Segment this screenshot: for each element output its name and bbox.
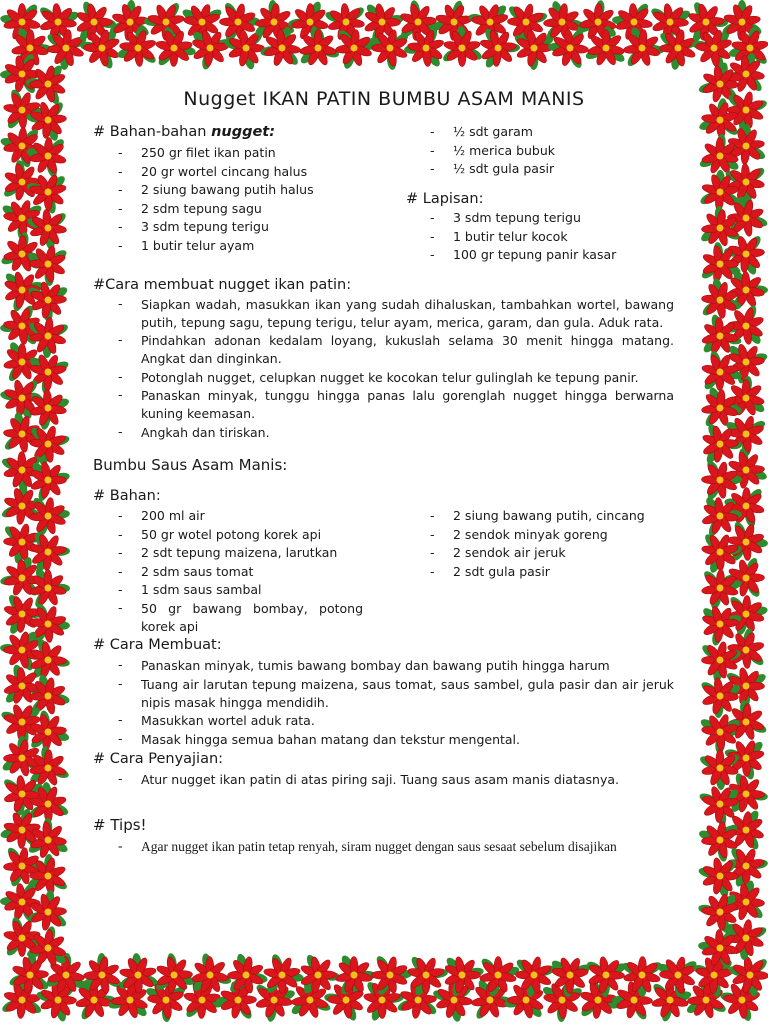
- penyajian-step: Atur nugget ikan patin di atas piring saji. Tuang saus asam manis diatasnya.: [141, 772, 619, 787]
- saus-bahan-item: 2 sdt gula pasir: [453, 563, 550, 579]
- cara-nugget-step-bullet: -: [118, 387, 123, 402]
- bahan-item: ½ sdt gula pasir: [453, 161, 555, 176]
- bahan-item: 3 sdm tepung terigu: [141, 219, 269, 234]
- lapisan-item-bullet: -: [430, 228, 435, 244]
- saus-bahan-item: 2 sdm saus tomat: [141, 563, 254, 579]
- tips-item-bullet: -: [118, 838, 123, 853]
- saus-bahan-item: 2 sendok minyak goreng: [453, 526, 608, 542]
- tips-item: Agar nugget ikan patin tetap renyah, siram nugget dengan saus sesaat sebelum disajikan: [141, 839, 617, 854]
- saus-bahan-item: 2 sdt tepung maizena, larutkan: [141, 545, 338, 560]
- saus-heading: Bumbu Saus Asam Manis:: [93, 456, 288, 474]
- saus-cara-step: Panaskan minyak, tumis bawang bombay dan bawang putih hingga harum: [141, 658, 610, 673]
- saus-bahan-item: 50 gr wotel potong korek api: [141, 526, 322, 542]
- bahan-item: 1 butir telur ayam: [141, 237, 255, 253]
- lapisan-item-bullet: -: [430, 210, 435, 225]
- tips-heading: # Tips!: [93, 816, 147, 834]
- cara-nugget-step: Panaskan minyak, tunggu hingga panas lalu gorenglah nugget hingga berwarna kuning keemasan.: [141, 388, 674, 421]
- bahan-item-bullet: -: [118, 163, 123, 179]
- penyajian-heading: # Cara Penyajian:: [93, 751, 224, 767]
- saus-bahan-item-bullet: -: [118, 508, 123, 523]
- cara-nugget-step: Angkah dan tiriskan.: [141, 425, 270, 440]
- saus-bahan-item-bullet: -: [118, 600, 123, 615]
- lapisan-item: 3 sdm tepung terigu: [453, 210, 581, 225]
- bahan-heading: # Bahan-bahan nugget:: [93, 124, 276, 140]
- bahan-item-bullet: -: [430, 161, 435, 176]
- saus-cara-step-bullet: -: [118, 731, 123, 746]
- lapisan-item: 1 butir telur kocok: [453, 228, 568, 244]
- lapisan-item-bullet: -: [430, 247, 435, 262]
- page-title: Nugget IKAN PATIN BUMBU ASAM MANIS: [183, 88, 585, 110]
- bahan-item: ½ merica bubuk: [453, 142, 556, 158]
- bahan-item: 20 gr wortel cincang halus: [141, 163, 308, 179]
- bahan-item-bullet: -: [118, 145, 123, 160]
- saus-cara-step: Masak hingga semua bahan matang dan tekstur mengental.: [141, 732, 520, 747]
- saus-bahan-item: 50 gr bawang bombay, potong korek api: [141, 601, 363, 634]
- saus-bahan-item-bullet: -: [430, 526, 435, 542]
- cara-nugget-step: Potonglah nugget, celupkan nugget ke kocokan telur gulinglah ke tepung panir.: [141, 370, 639, 385]
- saus-cara-step: Tuang air larutan tepung maizena, saus tomat, saus sambel, gula pasir dan air jeruk nipis masak hingga mendidih.: [141, 677, 674, 710]
- bahan-item: 2 sdm tepung sagu: [141, 200, 262, 216]
- saus-cara-heading: # Cara Membuat:: [93, 637, 222, 653]
- bahan-item-bullet: -: [118, 200, 123, 216]
- saus-bahan-item: 200 ml air: [141, 508, 205, 523]
- cara-nugget-step: Siapkan wadah, masukkan ikan yang sudah dihaluskan, tambahkan wortel, bawang putih, tepung sagu, tepung terigu, telur ayam, merica, garam, dan gula. Aduk rata.: [141, 297, 674, 330]
- lapisan-heading: # Lapisan:: [406, 191, 484, 207]
- saus-bahan-item: 2 siung bawang putih, cincang: [453, 508, 645, 523]
- saus-bahan-heading: # Bahan:: [93, 488, 161, 504]
- cara-nugget-step-bullet: -: [118, 332, 123, 347]
- cara-nugget-step-bullet: -: [118, 424, 123, 439]
- saus-bahan-item-bullet: -: [430, 545, 435, 560]
- lapisan-item: 100 gr tepung panir kasar: [453, 247, 617, 262]
- saus-bahan-item-bullet: -: [118, 545, 123, 560]
- saus-bahan-item: 1 sdm saus sambal: [141, 582, 262, 597]
- saus-bahan-item-bullet: -: [430, 563, 435, 579]
- bahan-item-bullet: -: [430, 142, 435, 158]
- cara-nugget-step-bullet: -: [118, 296, 123, 311]
- saus-cara-step-bullet: -: [118, 657, 123, 672]
- penyajian-step-bullet: -: [118, 771, 123, 786]
- saus-cara-step: Masukkan wortel aduk rata.: [141, 713, 315, 728]
- saus-cara-step-bullet: -: [118, 712, 123, 727]
- cara-nugget-step-bullet: -: [118, 369, 123, 384]
- saus-bahan-item-bullet: -: [118, 563, 123, 579]
- saus-cara-step-bullet: -: [118, 676, 123, 691]
- cara-nugget-heading: #Cara membuat nugget ikan patin:: [93, 277, 352, 293]
- bahan-item-bullet: -: [118, 219, 123, 234]
- saus-bahan-item-bullet: -: [430, 508, 435, 523]
- saus-bahan-item: 2 sendok air jeruk: [453, 545, 566, 560]
- bahan-item: ½ sdt garam: [453, 124, 533, 139]
- bahan-item-bullet: -: [118, 237, 123, 253]
- saus-bahan-item-bullet: -: [118, 526, 123, 542]
- saus-bahan-item-bullet: -: [118, 582, 123, 597]
- bahan-item-bullet: -: [430, 124, 435, 139]
- bahan-item: 250 gr filet ikan patin: [141, 145, 276, 160]
- bahan-item: 2 siung bawang putih halus: [141, 182, 314, 197]
- cara-nugget-step: Pindahkan adonan kedalam loyang, kukuslah selama 30 menit hingga matang. Angkat dan dinginkan.: [141, 333, 674, 366]
- bahan-item-bullet: -: [118, 182, 123, 197]
